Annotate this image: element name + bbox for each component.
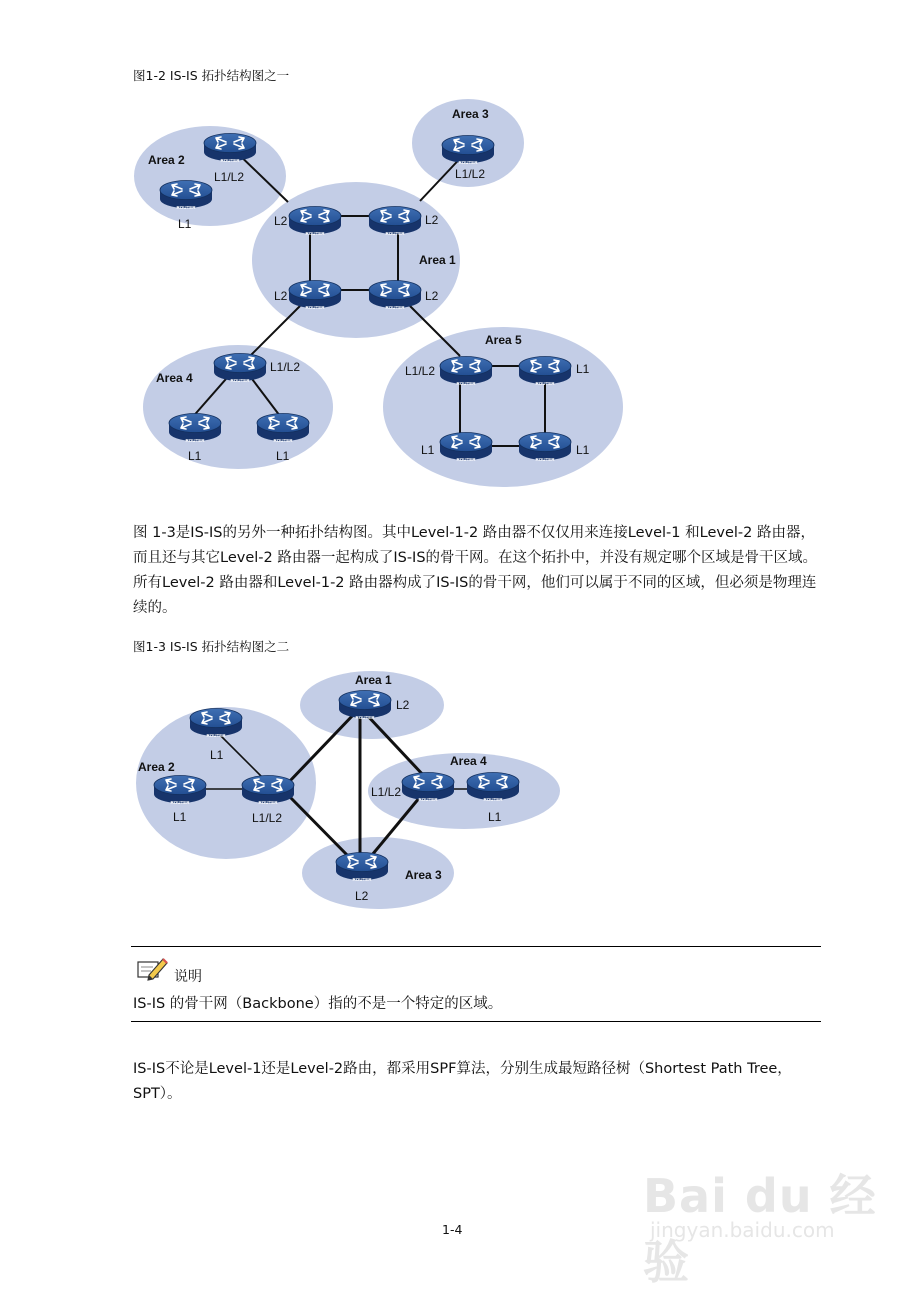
router-icon — [190, 709, 242, 737]
level-label: L1 — [188, 449, 202, 463]
level-label: L2 — [274, 214, 288, 228]
body-paragraph-1: 图 1-3是IS-IS的另外一种拓扑结构图。其中Level-1-2 路由器不仅仅用来连接Level-1 和Level-2 路由器，而且还与其它Level-2 路由器一起构成了IS-IS的骨干网。在这个拓扑中，并没有规定哪个区域是骨干区域。所有Level-2 路由器和Level-1-2 路由器构成了IS-IS的骨干网，他们可以属于不同的区域，但必须是物理连续的。 — [133, 525, 818, 616]
router-icon — [369, 281, 421, 309]
router-icon — [440, 357, 492, 385]
router-icon — [160, 181, 212, 209]
router-icon — [336, 853, 388, 881]
router-tag: ROUTER — [176, 205, 196, 210]
router-tag: ROUTER — [170, 800, 190, 805]
router-tag: ROUTER — [185, 438, 205, 443]
router-tag: ROUTER — [385, 231, 405, 236]
area-label: Area 3 — [405, 868, 442, 882]
router-tag: ROUTER — [305, 231, 325, 236]
level-label: L1/L2 — [455, 167, 486, 181]
body-paragraph-2: IS-IS不论是Level-1还是Level-2路由，都采用SPF算法，分别生成最短路径树（Shortest Path Tree，SPT）。 — [133, 1061, 792, 1102]
router-tag: ROUTER — [305, 305, 325, 310]
router-tag: ROUTER — [535, 457, 555, 462]
level-label: L2 — [425, 289, 439, 303]
figure-caption-1-3: 图1-3 IS-IS 拓扑结构图之二 — [133, 639, 290, 654]
area-label: Area 4 — [450, 754, 487, 768]
router-tag: ROUTER — [352, 877, 372, 882]
router-icon — [440, 433, 492, 461]
level-label: L2 — [274, 289, 288, 303]
area-label: Area 5 — [485, 333, 522, 347]
level-label: L1 — [576, 443, 590, 457]
router-tag: ROUTER — [230, 378, 250, 383]
router-tag: ROUTER — [355, 715, 375, 720]
router-tag: ROUTER — [483, 797, 503, 802]
router-tag: ROUTER — [456, 381, 476, 386]
router-icon — [289, 281, 341, 309]
note-title: 说明 — [174, 969, 202, 985]
level-label: L1 — [210, 748, 224, 762]
level-label: L1 — [576, 362, 590, 376]
router-tag: ROUTER — [273, 438, 293, 443]
router-icon — [369, 207, 421, 235]
level-label: L1/L2 — [405, 364, 436, 378]
area-label: Area 2 — [148, 153, 185, 167]
router-tag: ROUTER — [258, 800, 278, 805]
router-icon — [339, 691, 391, 719]
level-label: L2 — [396, 698, 410, 712]
figure-caption-1-2: 图1-2 IS-IS 拓扑结构图之一 — [133, 68, 290, 83]
note-bottom-rule — [131, 1021, 821, 1022]
level-label: L1/L2 — [270, 360, 301, 374]
router-icon — [442, 136, 494, 164]
router-tag: ROUTER — [206, 733, 226, 738]
router-tag: ROUTER — [456, 457, 476, 462]
router-icon — [154, 776, 206, 804]
level-label: L2 — [355, 889, 369, 903]
router-icon — [214, 354, 266, 382]
router-tag: ROUTER — [385, 305, 405, 310]
level-label: L1 — [421, 443, 435, 457]
area-label: Area 2 — [138, 760, 175, 774]
router-icon — [257, 414, 309, 442]
watermark-url: jingyan.baidu.com — [650, 1218, 835, 1242]
area-label: Area 3 — [452, 107, 489, 121]
area-ellipse — [383, 327, 623, 487]
router-tag: ROUTER — [458, 160, 478, 165]
router-icon — [467, 773, 519, 801]
level-label: L2 — [425, 213, 439, 227]
router-icon — [204, 134, 256, 162]
level-label: L1 — [276, 449, 290, 463]
router-tag: ROUTER — [418, 797, 438, 802]
router-icon — [519, 357, 571, 385]
level-label: L1/L2 — [214, 170, 245, 184]
note-text: IS-IS 的骨干网（Backbone）指的不是一个特定的区域。 — [133, 996, 503, 1012]
area-label: Area 1 — [419, 253, 456, 267]
router-tag: ROUTER — [535, 381, 555, 386]
watermark-logo: Bai du 经验 — [643, 1169, 877, 1289]
router-icon — [169, 414, 221, 442]
level-label: L1 — [178, 217, 192, 231]
router-icon — [289, 207, 341, 235]
note-top-rule — [131, 946, 821, 947]
router-tag: ROUTER — [220, 158, 240, 163]
level-label: L1 — [488, 810, 502, 824]
level-label: L1/L2 — [252, 811, 283, 825]
topology-diagram-1 — [0, 98, 905, 493]
router-icon — [242, 776, 294, 804]
note-pencil-icon — [135, 956, 169, 982]
topology-diagram-2 — [0, 665, 905, 915]
router-icon — [402, 773, 454, 801]
router-icon — [519, 433, 571, 461]
area-label: Area 1 — [355, 673, 392, 687]
level-label: L1 — [173, 810, 187, 824]
page-number: 1-4 — [442, 1222, 463, 1237]
area-label: Area 4 — [156, 371, 193, 385]
level-label: L1/L2 — [371, 785, 402, 799]
